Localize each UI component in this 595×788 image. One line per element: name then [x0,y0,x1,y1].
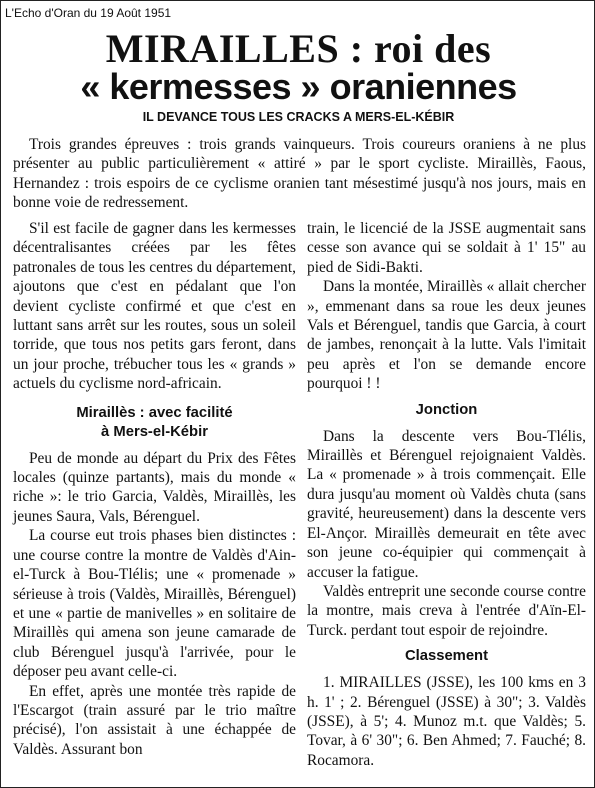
section-title-jonction: Jonction [415,401,478,418]
section-title-classement: Classement [404,648,489,665]
headline-line-1: MIRAILLES : roi des [105,26,492,71]
headline-line-2: « kermesses » oraniennes [80,66,517,107]
right-paragraph-4: Valdès entreprit une seconde course contre la montre, mais creva à l'entrée d'Aïn-El-Turck. perdant tout espoir de rejoindre. [307,582,586,639]
left-paragraph-4: En effet, après une montée très rapide de l'Escargot (train assuré par le trio maître précisé), l'on assistait à une échappée de Valdès. Assurant bon [13,682,296,758]
right-column [307,219,586,770]
left-paragraph-1: S'il est facile de gagner dans les kermesses décentralisantes créées par les fêtes patronales de tous les centres du département, ajoutons que c'est en pédalant que l'on devient cycliste confirmé et que c'est en luttant sans arrêt sur les routes, sous un soleil torride, que tous nos petits gars feront, dans un jour proche, trébucher tous les « grands » actuels du cyclisme nord-africain. [13,220,296,393]
subheadline: IL DEVANCE TOUS LES CRACKS A MERS-EL-KÉBIR [142,110,455,124]
right-paragraph-5: 1. MIRAILLES (JSSE), les 100 kms en 3 h. 1' ; 2. Bérenguel (JSSE) à 30"; 3. Valdès (JSSE), à 5'; 4. Munoz m.t. que Valdès; 5. Tovar, à 6' 30"; 6. Ben Ahmed; 7. Fauché; 8. Rocamora. [307,674,586,769]
right-paragraph-3: Dans la descente vers Bou-Tlélis, Miraillès et Bérenguel rejoignaient Valdès. La « promenade » à trois commençait. Elle dura jusqu'au moment où Valdès chuta (sans gravité, heureusement) dans la descente vers El-Ançor. Miraillès demeurait en tête avec son jeune co-équipier qui commençait à accuser la fatigue. [307,427,586,581]
source-line: L'Echo d'Oran du 19 Août 1951 [5,6,172,20]
right-paragraph-2: Dans la montée, Miraillès « allait chercher », emmenant dans sa roue les deux jeunes Vals et Bérenguel, tandis que Garcia, à court de jambes, renonçait à la lutte. Vals l'imitait peu après et l'on se demande encore pourquoi ! ! [307,278,586,393]
left-column [13,219,296,759]
left-paragraph-2: Peu de monde au départ du Prix des Fêtes locales (quinze partants), mais du monde « riche »: le trio Garcia, Valdès, Miraillès, les jeunes Saura, Vals, Bérenguel. [13,449,296,525]
intro-paragraph: Trois grandes épreuves : trois grands vainqueurs. Trois coureurs oraniens à ne plus présenter au public particulièrement « attiré » par le sport cycliste. Miraillès, Faous, Hernandez : trois espoirs de ce cyclisme oranien tant mésestimé jusqu'à nos jours, mais en bonne voie de redressement. [13,136,586,212]
left-paragraph-3: La course eut trois phases bien distinctes : une course contre la montre de Valdès d'Ain-el-Turck à Bou-Tlélis; une « promenade » sérieuse à trois (Valdès, Miraillès, Bérenguel) et une « partie de manivelles » en solitaire de Miraillès qui amena son jeune camarade de club Bérenguel jusqu'à l'arrivée, pour le déposer peu avant celle-ci. [13,527,296,681]
right-paragraph-1: train, le licencié de la JSSE augmentait sans cesse son avance qui se soldait à 1' 15" au pied de Sidi-Bakti. [307,220,586,276]
section-title-line-1: Miraillès : avec facilité [76,404,233,421]
section-title-line-2: à Mers-el-Kébir [101,423,208,440]
